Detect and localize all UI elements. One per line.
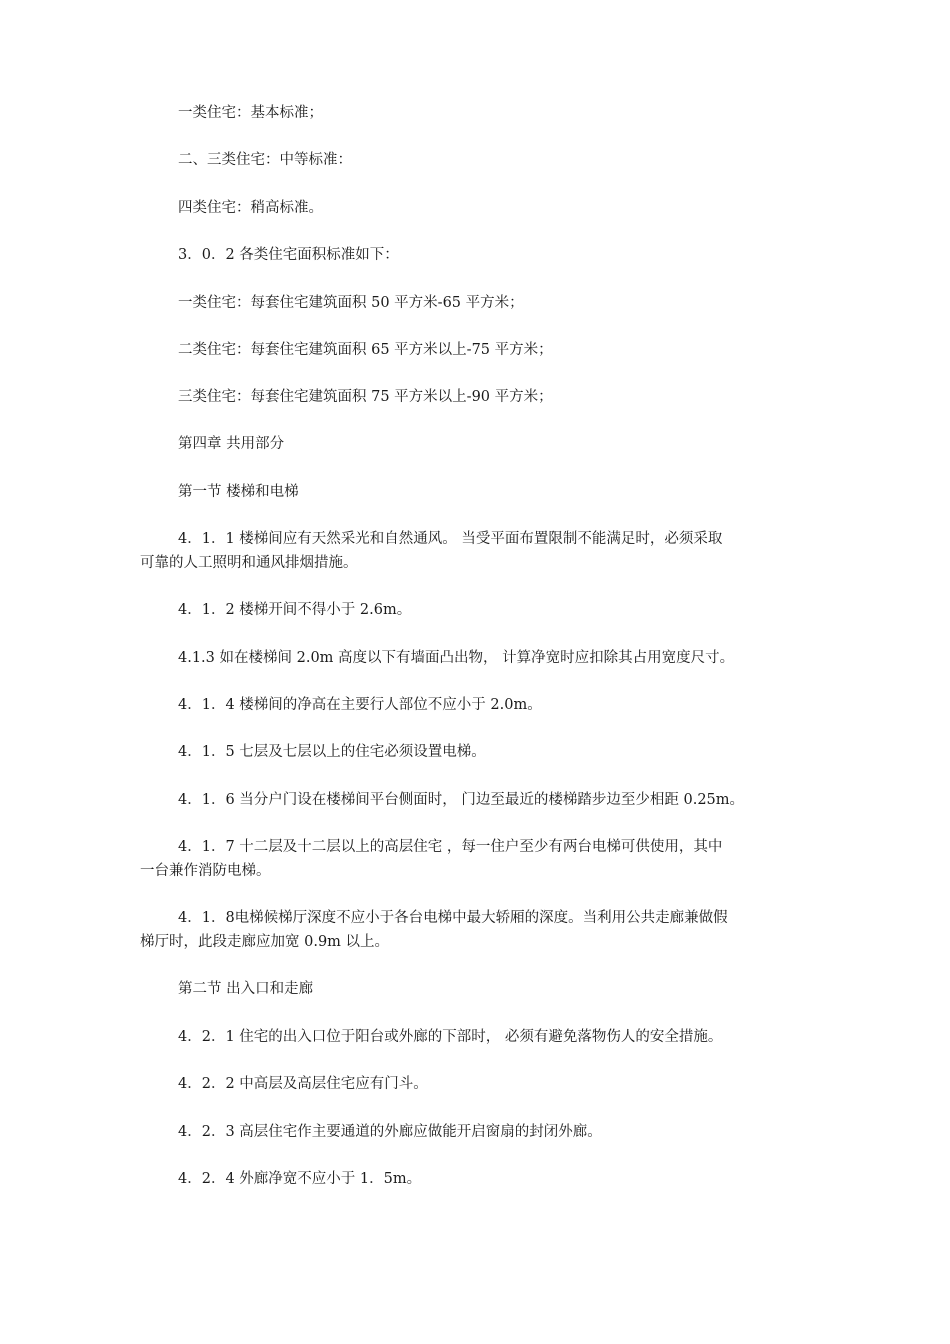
paragraph-4-1-1: [140, 527, 830, 575]
paragraph-4-2-1: 4．2．1 住宅的出入口位于阳台或外廊的下部时， 必须有避免落物伤人的安全措施。: [178, 1029, 723, 1045]
paragraph-4-1-4: 4．1．4 楼梯间的净高在主要行人部位不应小于 2.0m。: [178, 697, 542, 713]
paragraph-type1-standard: 一类住宅：基本标准；: [178, 105, 323, 121]
paragraph-4-1-8: [140, 906, 830, 954]
section-heading-4-2: 第二节 出入口和走廊: [178, 981, 314, 997]
paragraph-4-1-2: 4．1．2 楼梯开间不得小于 2.6m。: [178, 602, 412, 618]
paragraph-4-2-4: 4．2．4 外廊净宽不应小于 1．5m。: [178, 1171, 422, 1187]
paragraph-type2-area: 二类住宅：每套住宅建筑面积 65 平方米以上-75 平方米；: [178, 342, 553, 358]
paragraph-4-1-1-line1: 4．1．1 楼梯间应有天然采光和自然通风。 当受平面布置限制不能满足时，必须采取: [178, 531, 723, 547]
paragraph-4-1-6: 4．1．6 当分户门设在楼梯间平台侧面时， 门边至最近的楼梯踏步边至少相距 0.25m。: [178, 792, 745, 808]
paragraph-3-0-2: 3．0．2 各类住宅面积标准如下：: [178, 247, 399, 263]
paragraph-4-1-7-line1: 4．1．7 十二层及十二层以上的高层住宅 ，每一住户至少有两台电梯可供使用，其中: [178, 839, 723, 855]
paragraph-4-1-1-line2: 可靠的人工照明和通风排烟措施。: [140, 555, 358, 571]
section-heading-4-1: 第一节 楼梯和电梯: [178, 484, 299, 500]
paragraph-type4-standard: 四类住宅：稍高标准。: [178, 200, 323, 216]
paragraph-4-1-7: [140, 835, 830, 883]
paragraph-4-2-3: 4．2．3 高层住宅作主要通道的外廊应做能开启窗扇的封闭外廊。: [178, 1124, 602, 1140]
paragraph-type3-area: 三类住宅：每套住宅建筑面积 75 平方米以上-90 平方米；: [178, 389, 553, 405]
paragraph-4-1-8-line2: 梯厅时，此段走廊应加宽 0.9m 以上。: [140, 934, 390, 950]
paragraph-4-1-7-line2: 一台兼作消防电梯。: [140, 863, 271, 879]
paragraph-type1-area: 一类住宅：每套住宅建筑面积 50 平方米-65 平方米；: [178, 295, 524, 311]
chapter-heading-4: 第四章 共用部分: [178, 436, 285, 452]
paragraph-4-2-2: 4．2．2 中高层及高层住宅应有门斗。: [178, 1076, 428, 1092]
paragraph-4-1-8-line1: 4．1．8电梯候梯厅深度不应小于各台电梯中最大轿厢的深度。当利用公共走廊兼做假: [178, 910, 728, 926]
paragraph-4-1-5: 4．1．5 七层及七层以上的住宅必须设置电梯。: [178, 744, 486, 760]
paragraph-4-1-3: 4.1.3 如在楼梯间 2.0m 高度以下有墙面凸出物， 计算净宽时应扣除其占用宽度尺寸。: [178, 650, 735, 666]
paragraph-type2-3-standard: 二、三类住宅：中等标准：: [178, 152, 352, 168]
